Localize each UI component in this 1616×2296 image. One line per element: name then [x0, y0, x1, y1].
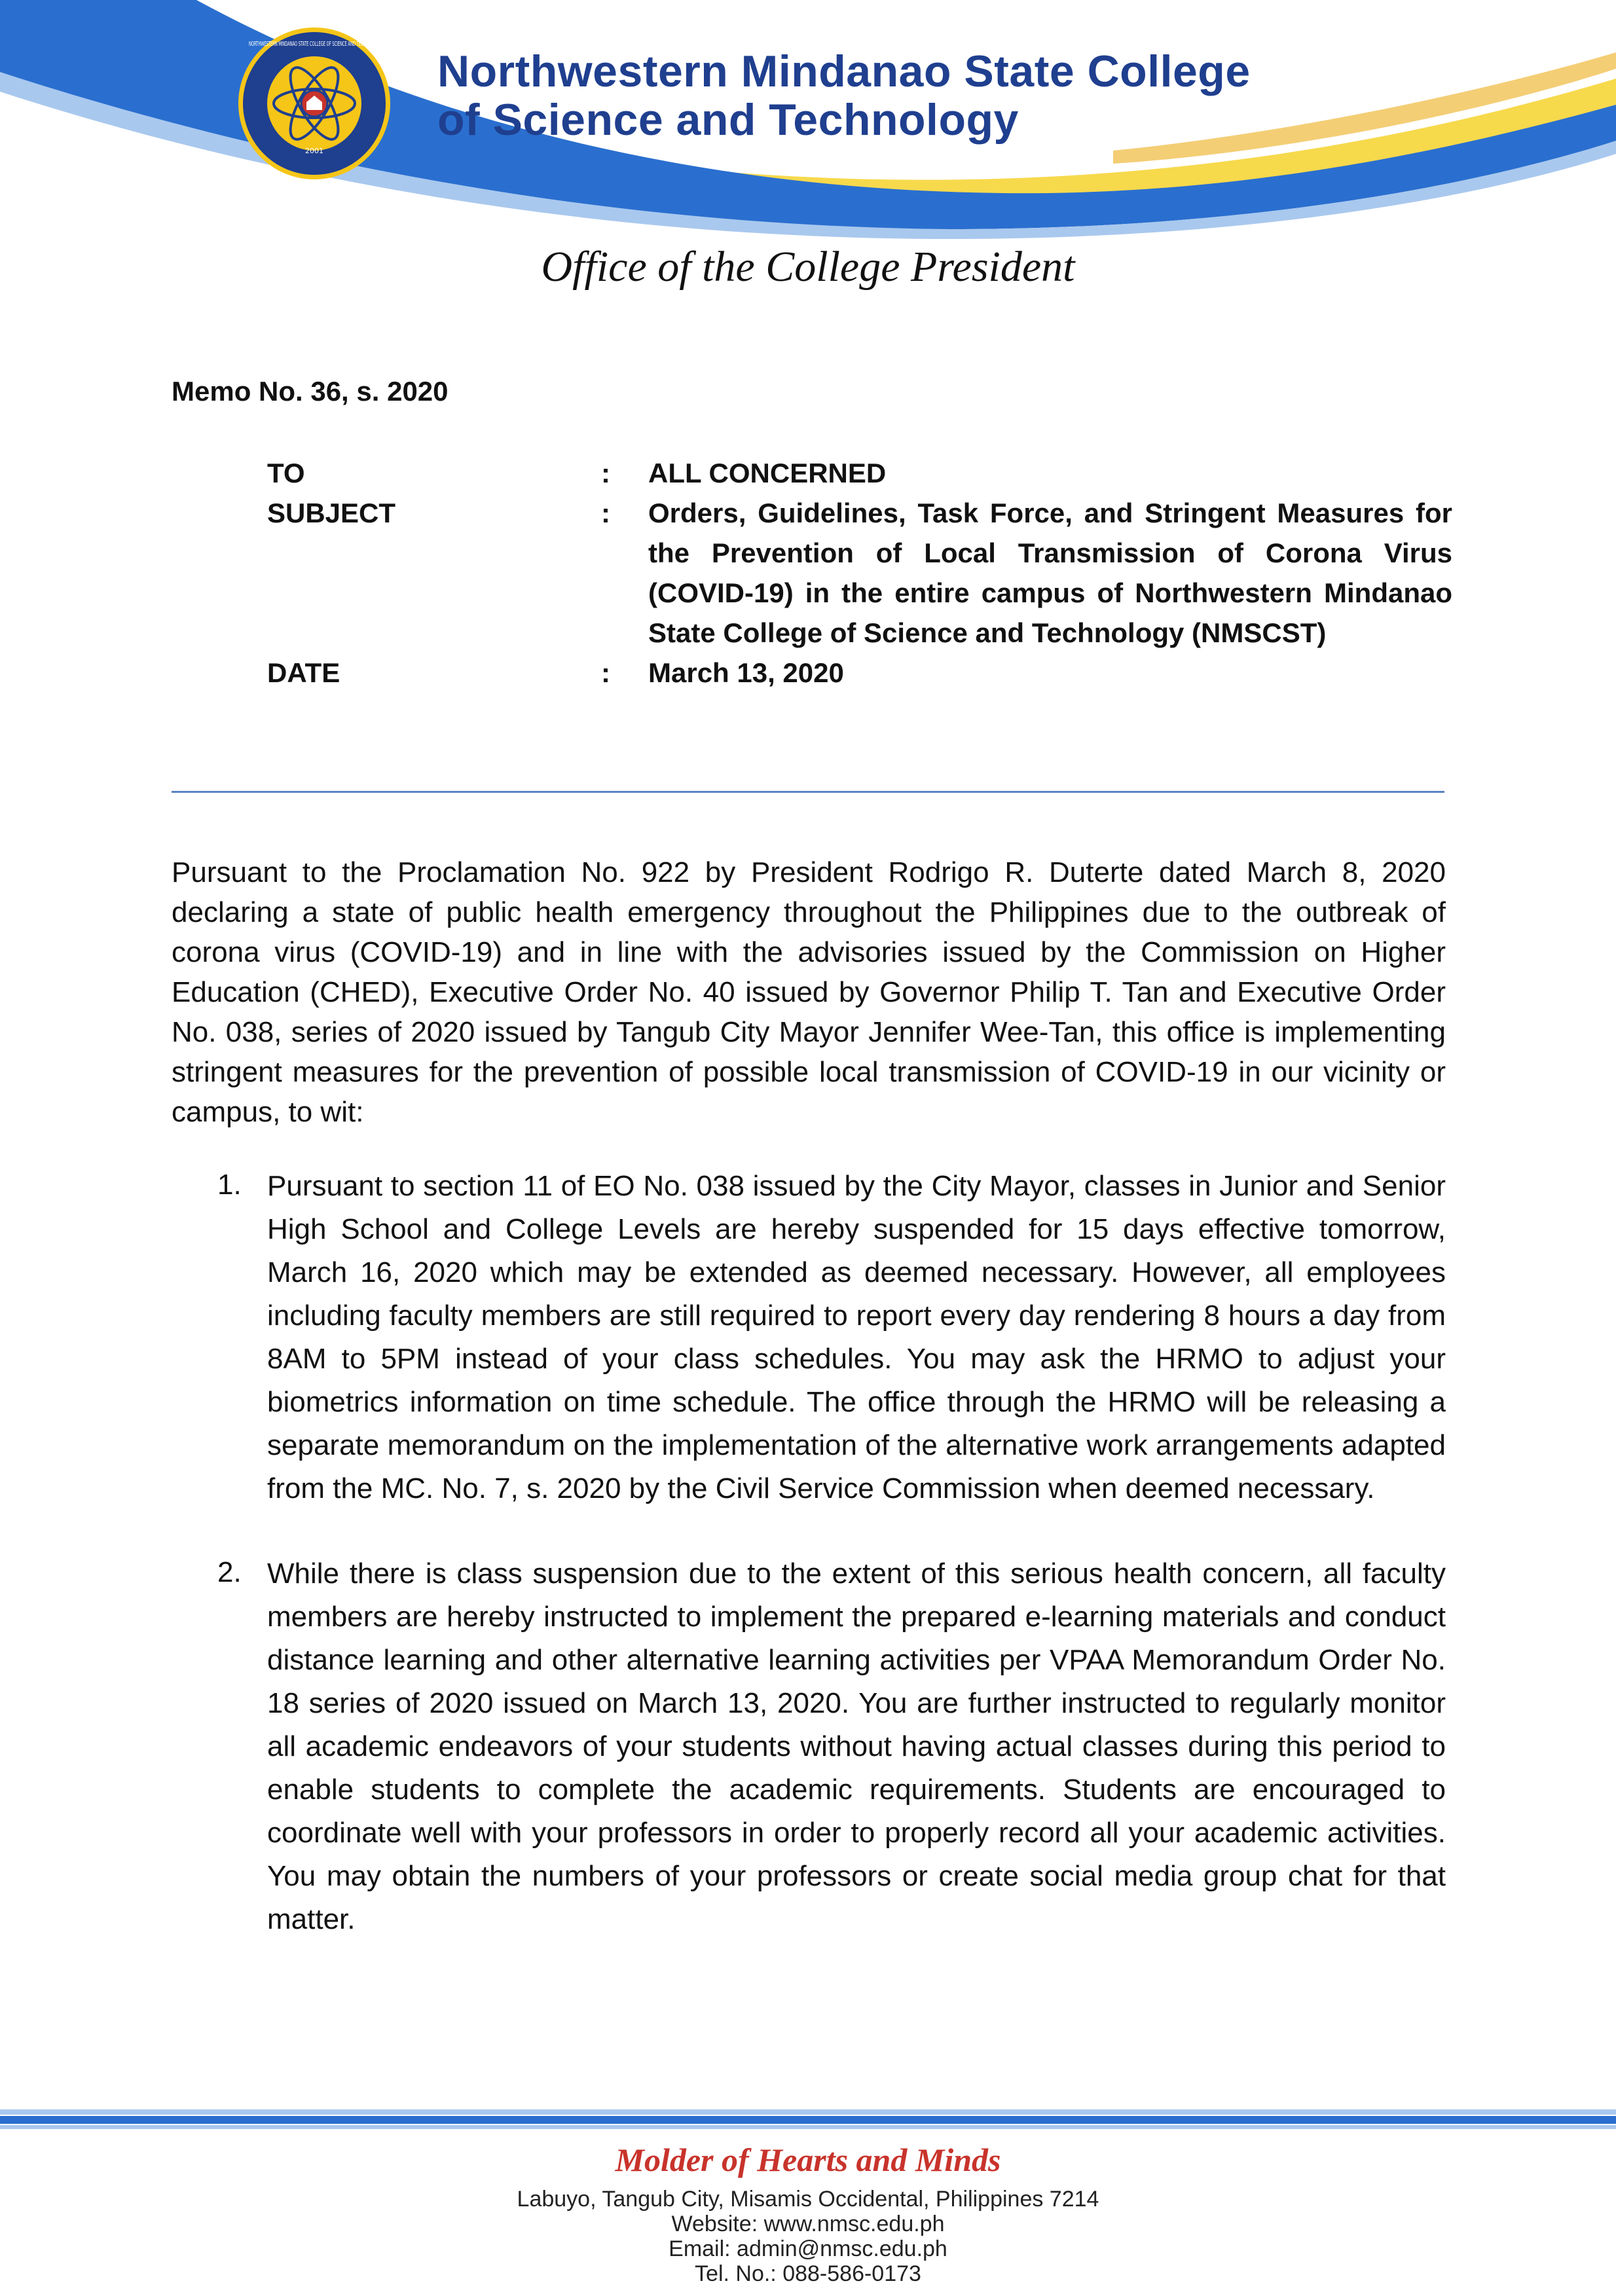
subject-colon: :	[601, 498, 610, 528]
footer-address: Labuyo, Tangub City, Misamis Occidental, Philippines 7214	[517, 2187, 1099, 2212]
college-motto: Molder of Hearts and Minds	[615, 2141, 1001, 2178]
to-label: TO	[267, 458, 305, 488]
footer-contact	[0, 2187, 1616, 2286]
college-name-line1: Northwestern Mindanao State College	[437, 46, 1251, 96]
college-name	[437, 47, 1251, 144]
subject-label: SUBJECT	[267, 498, 396, 528]
subject-row	[267, 493, 1452, 653]
footer-email: Email: admin@nmsc.edu.ph	[669, 2236, 947, 2261]
footer-stripes	[0, 2109, 1616, 2136]
list-item-number: 1.	[217, 1169, 242, 1201]
svg-text:NORTHWESTERN MINDANAO STATE CO: NORTHWESTERN MINDANAO STATE COLLEGE OF SCIENCE AND TECHNOLOGY	[249, 41, 380, 48]
list-item-text: While there is class suspension due to the extent of this serious health concern, all faculty members are hereby instructed to implement the prepared e-learning materials and conduct distance learning and other alternative learning activities per VPAA Memorandum Order No. 18 series of 2020 issued on March 13, 2020. You are further instructed to regularly monitor all academic endeavors of your students without having actual classes during this period to enable students to complete the academic requirements. Students are encouraged to coordinate well with your professors in order to properly record all your academic activities. You may obtain the numbers of your professors or create social media group chat for that matter.	[267, 1558, 1446, 1935]
to-colon: :	[601, 458, 610, 488]
to-row	[267, 453, 1446, 493]
college-name-line2: of Science and Technology	[437, 95, 1019, 145]
list-item	[172, 1552, 1446, 1941]
list-item-number: 2.	[217, 1556, 242, 1588]
footer-tel: Tel. No.: 088-586-0173	[695, 2261, 921, 2286]
office-title: Office of the College President	[541, 243, 1075, 291]
memo-header-fields	[267, 453, 1452, 693]
date-value: March 13, 2020	[648, 657, 844, 688]
subject-value: Orders, Guidelines, Task Force, and Stringent Measures for the Prevention of Local Transmission of Corona Virus (COVID-19) in the entire campus of Northwestern Mindanao State College of Science and Technology (NMSCST)	[648, 498, 1452, 648]
list-item-text: Pursuant to section 11 of EO No. 038 issued by the City Mayor, classes in Junior and Senior High School and College Levels are hereby suspended for 15 days effective tomorrow, March 16, 2020 which may be extended as deemed necessary. However, all employees including faculty members are still required to report every day rendering 8 hours a day from 8AM to 5PM instead of your class schedules. You may ask the HRMO to adjust your biometrics information on time schedule. The office through the HRMO will be releasing a separate memorandum on the implementation of the alternative work arrangements adapted from the MC. No. 7, s. 2020 by the Civil Service Commission when deemed necessary.	[267, 1170, 1446, 1504]
college-seal-logo	[236, 25, 393, 182]
memo-body	[172, 852, 1446, 1983]
footer-website: Website: www.nmsc.edu.ph	[671, 2212, 945, 2236]
header-divider	[172, 791, 1444, 793]
date-colon: :	[601, 657, 610, 688]
memo-number: Memo No. 36, s. 2020	[172, 376, 449, 407]
to-value: ALL CONCERNED	[648, 458, 887, 488]
date-row	[267, 653, 1446, 693]
list-item	[172, 1165, 1446, 1510]
intro-paragraph: Pursuant to the Proclamation No. 922 by President Rodrigo R. Duterte dated March 8, 2020 declaring a state of public health emergency throughout the Philippines due to the outbreak of corona virus (COVID-19) and in line with the advisories issued by the Commission on Higher Education (CHED), Executive Order No. 40 issued by Governor Philip T. Tan and Executive Order No. 038, series of 2020 issued by Tangub City Mayor Jennifer Wee-Tan, this office is implementing stringent measures for the prevention of possible local transmission of COVID-19 in our vicinity or campus, to wit:	[172, 856, 1446, 1128]
date-label: DATE	[267, 657, 340, 688]
svg-text:2001: 2001	[305, 147, 323, 155]
